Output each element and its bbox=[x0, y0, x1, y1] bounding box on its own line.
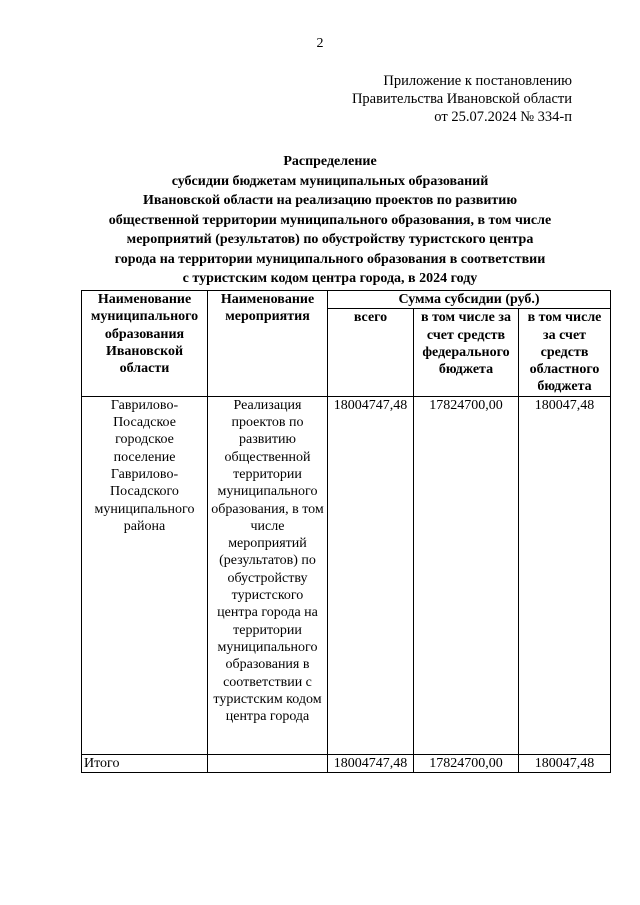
title-line: с туристским кодом центра города, в 2024 году bbox=[182, 271, 478, 286]
title-line: города на территории муниципального образования в соответствии bbox=[114, 251, 546, 267]
totals-row bbox=[82, 754, 611, 772]
header-event: Наименование мероприятия bbox=[208, 291, 328, 397]
header-regional: в том числе за счет средств областного бюджета bbox=[519, 309, 611, 396]
header-total: всего bbox=[328, 309, 414, 396]
title-line: общественной территории муниципального образования, в том числе bbox=[108, 212, 552, 228]
totals-event bbox=[208, 754, 328, 772]
totals-label: Итого bbox=[82, 754, 208, 772]
title-line: Ивановской области на реализацию проектов по развитию bbox=[142, 193, 518, 208]
totals-regional: 180047,48 bbox=[519, 754, 611, 772]
cell-federal: 17824700,00 bbox=[414, 396, 519, 754]
title-line: мероприятий (результатов) по обустройству туристского центра bbox=[126, 232, 534, 247]
header-subsidy-sum: Сумма субсидии (руб.) bbox=[328, 291, 611, 309]
document-title bbox=[60, 152, 600, 289]
header-municipality: Наименование муниципального образования Ивановской области bbox=[82, 291, 208, 397]
cell-total: 18004747,48 bbox=[328, 396, 414, 754]
totals-federal: 17824700,00 bbox=[414, 754, 519, 772]
cell-municipality: Гаврилово-Посадское городское поселение Гаврилово-Посадского муниципального района bbox=[82, 396, 208, 754]
title-line: субсидии бюджетам муниципальных образований bbox=[171, 173, 489, 189]
header-row bbox=[82, 291, 611, 309]
appendix-note bbox=[352, 72, 572, 126]
table-row bbox=[82, 396, 611, 754]
totals-total: 18004747,48 bbox=[328, 754, 414, 772]
header-federal: в том числе за счет средств федерального бюджета bbox=[414, 309, 519, 396]
cell-event: Реализация проектов по развитию общественной территории муниципального образования, в том числе мероприятий (результатов) по обустройству туристского центра города на территории муниципального образования в соответствии с туристским кодом центра города bbox=[208, 396, 328, 754]
appendix-line-2: Правительства Ивановской области bbox=[351, 91, 572, 107]
appendix-line-3: от 25.07.2024 № 334-п bbox=[434, 109, 572, 125]
page-number: 2 bbox=[316, 36, 324, 51]
distribution-table bbox=[81, 290, 611, 773]
appendix-line-1: Приложение к постановлению bbox=[383, 73, 572, 89]
title-line: Распределение bbox=[283, 154, 377, 169]
cell-regional: 180047,48 bbox=[519, 396, 611, 754]
